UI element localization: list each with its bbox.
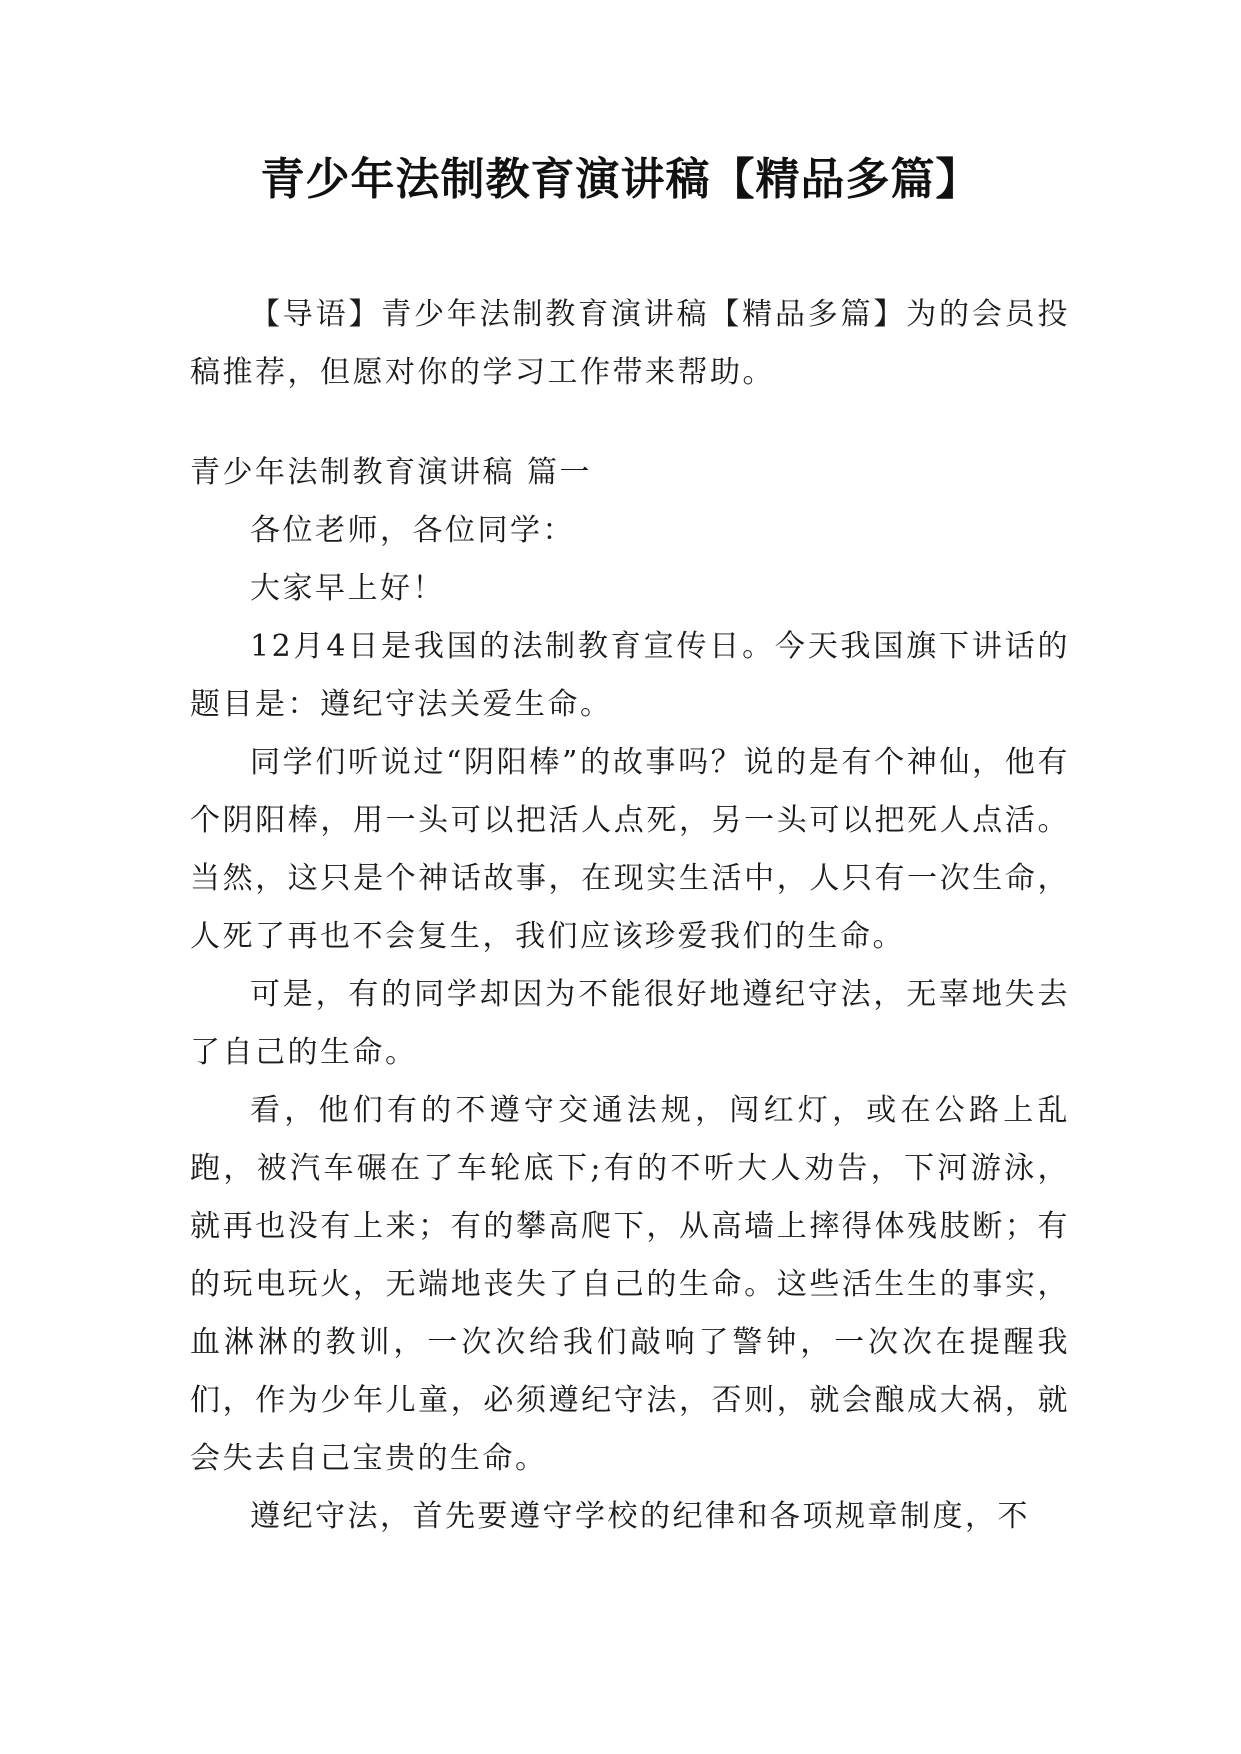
document-title: 青少年法制教育演讲稿【精品多篇】 — [260, 154, 981, 205]
body-paragraph: 看，他们有的不遵守交通法规，闯红灯，或在公路上乱跑，被汽车碾在了车轮底下;有的不听大人劝告，下河游泳，就再也没有上来；有的攀高爬下，从高墙上摔得体残肢断；有的玩电玩火，无端地丧失了自己的生命。这些活生生的事实，血淋淋的教训，一次次给我们敲响了警钟，一次次在提醒我们，作为少年儿童，必须遵纪守法，否则，就会酿成大祸，就会失去自己宝贵的生命。 — [190, 1093, 1070, 1476]
salutation-paragraph: 各位老师，各位同学： — [250, 513, 575, 548]
body-paragraph: 遵纪守法，首先要遵守学校的纪律和各项规章制度，不 — [250, 1499, 1030, 1534]
greeting-paragraph: 大家早上好！ — [250, 571, 445, 606]
body-paragraph: 12月4日是我国的法制教育宣传日。今天我国旗下讲话的题目是：遵纪守法关爱生命。 — [190, 629, 1070, 722]
section-heading: 青少年法制教育演讲稿 篇一 — [190, 455, 593, 490]
document-body — [190, 286, 1070, 1546]
body-paragraph: 同学们听说过“阴阳棒”的故事吗？说的是有个神仙，他有个阴阳棒，用一头可以把活人点死，另一头可以把死人点活。当然，这只是个神话故事，在现实生活中，人只有一次生命，人死了再也不会复生，我们应该珍爱我们的生命。 — [190, 745, 1070, 954]
intro-paragraph: 【导语】青少年法制教育演讲稿【精品多篇】为的会员投稿推荐，但愿对你的学习工作带来帮助。 — [190, 297, 1070, 390]
body-paragraph: 可是，有的同学却因为不能很好地遵纪守法，无辜地失去了自己的生命。 — [190, 977, 1070, 1070]
